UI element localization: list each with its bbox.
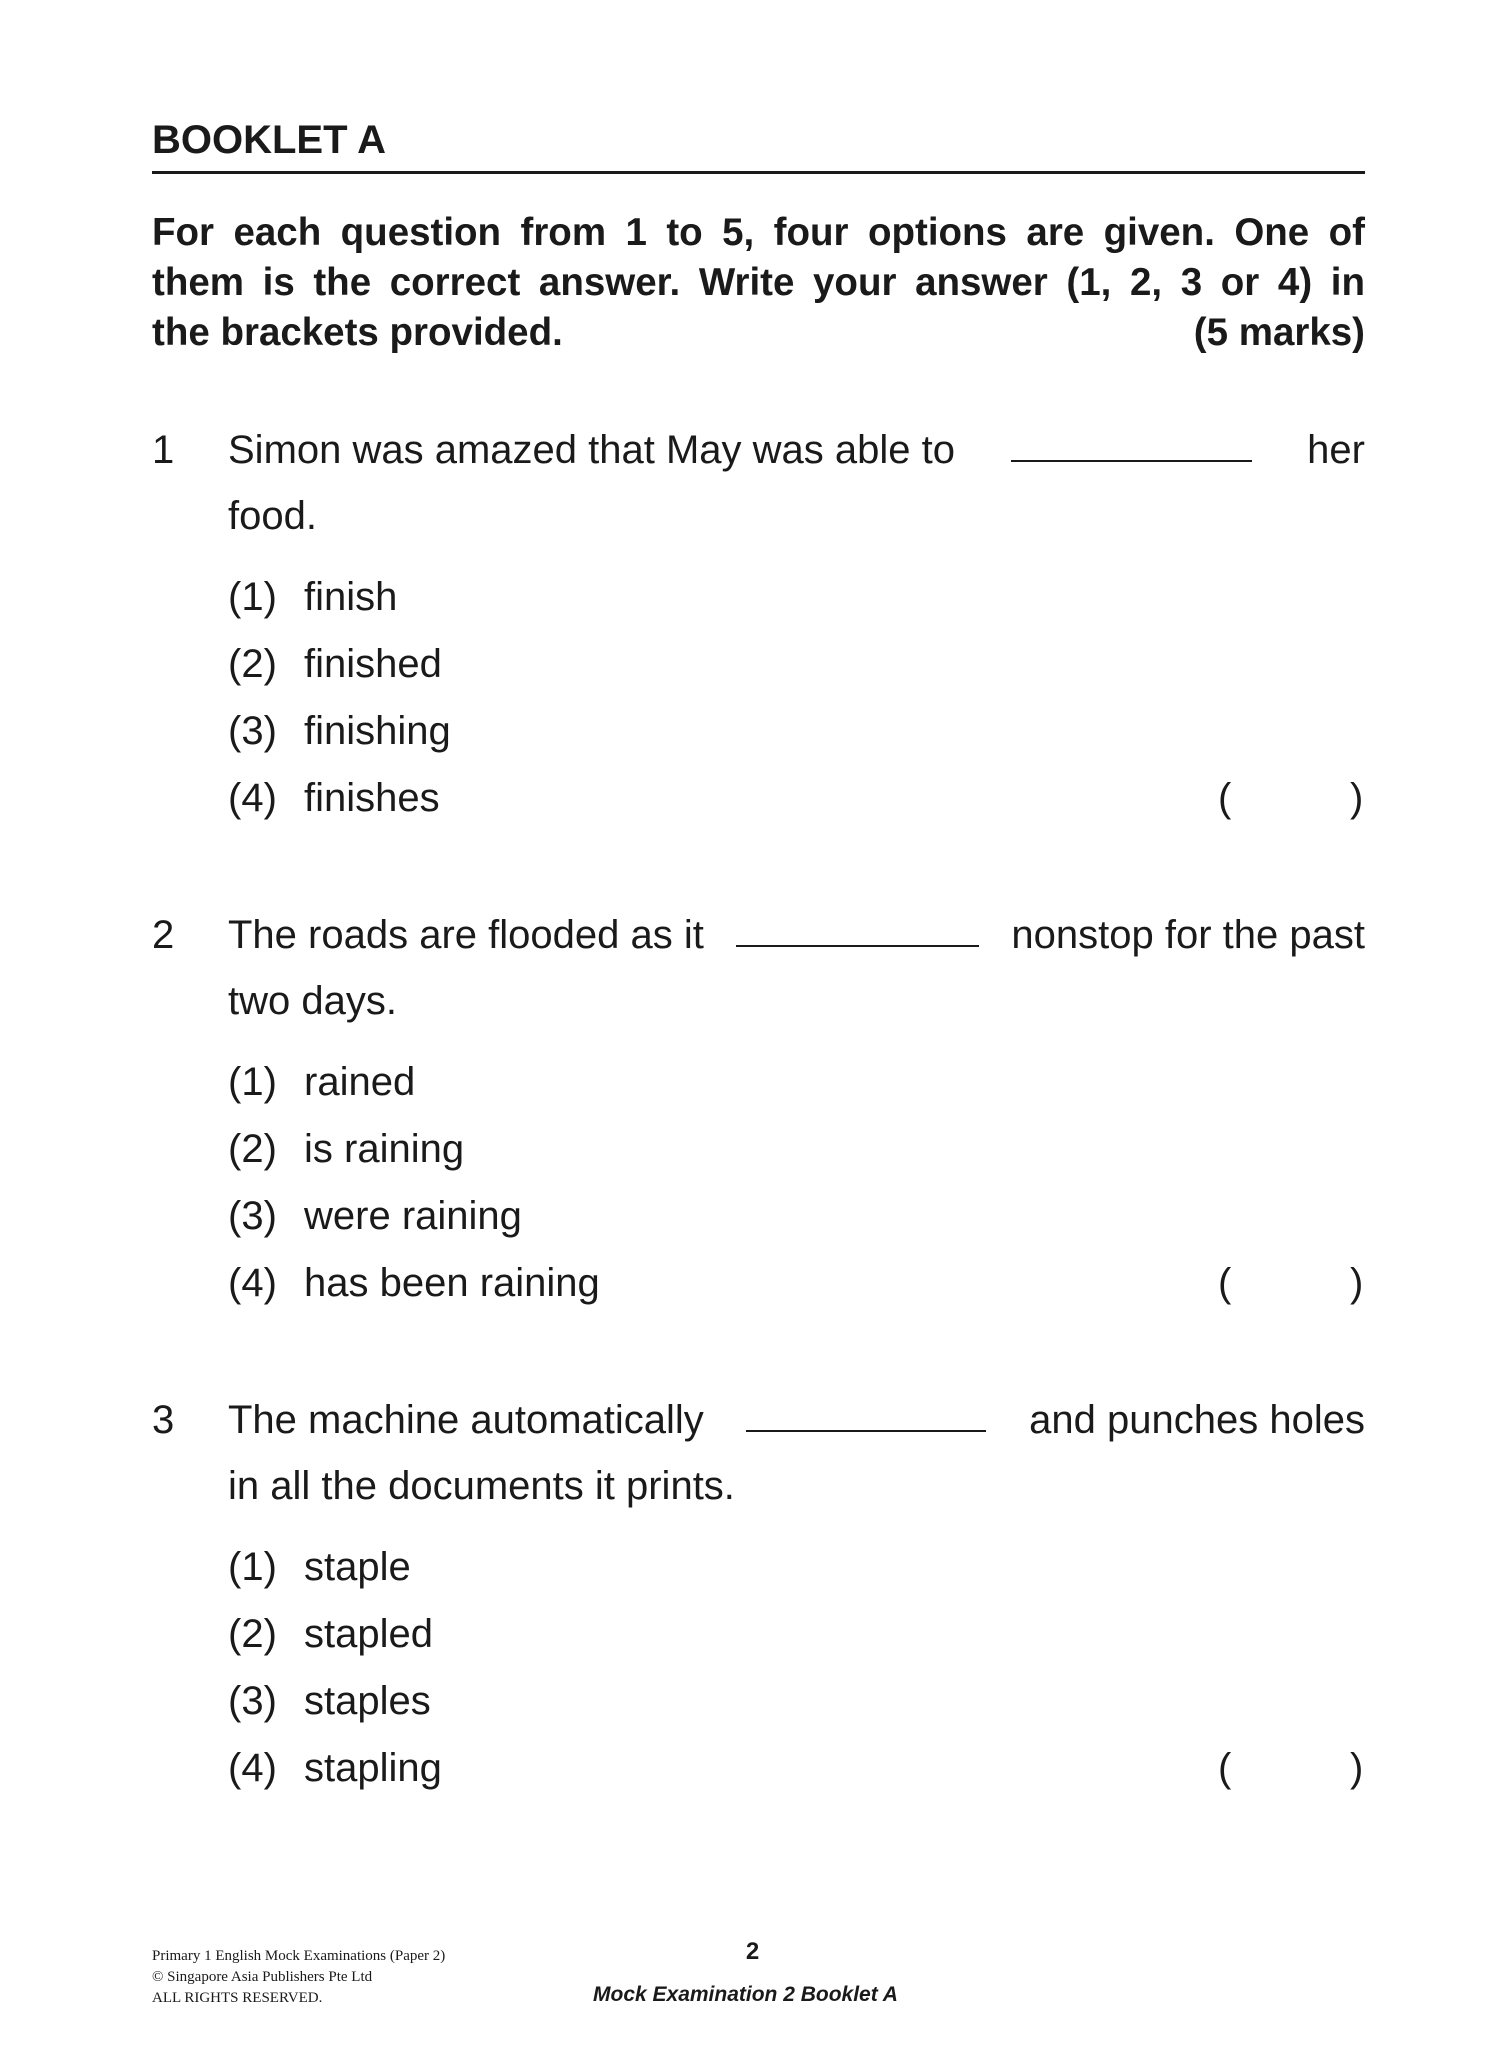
footer-section-label: Mock Examination 2 Booklet A [593,1983,898,2006]
question-stem [228,913,1365,958]
page-number: 2 [745,1938,760,1965]
option [228,1261,600,1306]
option-text: has been raining [304,1261,600,1305]
option-label: (4) [228,776,277,820]
option [228,1612,433,1657]
option [228,1746,442,1791]
answer-bracket-open[interactable]: ( [1218,1261,1232,1305]
stem-text: nonstop for the past [1011,913,1365,957]
option-label: (1) [228,575,277,619]
stem-text: food. [228,494,317,538]
option-text: finish [304,575,398,619]
option-text: finishes [304,776,440,820]
option-label: (4) [228,1746,277,1790]
question-stem [228,428,1365,473]
option-text: finished [304,642,442,686]
stem-text: in all the documents it prints. [228,1464,735,1508]
option-label: (2) [228,642,277,686]
answer-blank [1011,460,1252,462]
option-label: (4) [228,1261,277,1305]
option [228,1545,411,1590]
footer-line: ALL RIGHTS RESERVED. [152,1990,323,2006]
stem-text: The machine automatically [228,1398,704,1442]
option-text: staple [304,1545,411,1589]
option-text: rained [304,1060,416,1104]
option-text: staples [304,1679,431,1723]
option-label: (1) [228,1060,277,1104]
option-text: is raining [304,1127,465,1171]
question-number: 2 [152,913,175,957]
booklet-title: BOOKLET A [152,118,387,162]
question-number: 3 [152,1398,175,1442]
answer-blank [746,1430,986,1432]
footer-line: Primary 1 English Mock Examinations (Paper 2) [152,1948,446,1964]
answer-bracket-open[interactable]: ( [1218,776,1232,820]
instruction-line: For each question from 1 to 5, four options are given. One of [152,211,1365,254]
option-label: (2) [228,1612,277,1656]
footer-line: © Singapore Asia Publishers Pte Ltd [152,1969,373,1985]
instruction-line: them is the correct answer. Write your answer (1, 2, 3 or 4) in [152,261,1365,304]
title-divider [152,171,1365,174]
option [228,776,440,821]
option-label: (1) [228,1545,277,1589]
option [228,709,451,754]
answer-bracket-close[interactable]: ) [1350,1746,1364,1790]
question-stem [228,1398,1365,1443]
stem-text: The roads are flooded as it [228,913,704,957]
option [228,1060,415,1105]
option-text: stapling [304,1746,442,1790]
answer-bracket-close[interactable]: ) [1350,1261,1364,1305]
option [228,575,397,620]
option-label: (3) [228,1679,277,1723]
stem-text: Simon was amazed that May was able to [228,428,956,472]
answer-bracket-close[interactable]: ) [1350,776,1364,820]
instruction-line: the brackets provided. [152,311,563,354]
answer-blank [736,945,979,947]
option-label: (2) [228,1127,277,1171]
stem-text: her [1307,428,1365,472]
option [228,1194,522,1239]
question-number: 1 [152,428,175,472]
answer-bracket-open[interactable]: ( [1218,1746,1232,1790]
marks-label: (5 marks) [1193,311,1365,354]
option-text: stapled [304,1612,433,1656]
option-text: were raining [304,1194,522,1238]
option [228,642,442,687]
option-label: (3) [228,709,277,753]
instructions [152,208,1365,358]
stem-text: two days. [228,979,397,1023]
option [228,1127,464,1172]
option-label: (3) [228,1194,277,1238]
option-text: finishing [304,709,451,753]
option [228,1679,431,1724]
stem-text: and punches holes [1029,1398,1365,1442]
